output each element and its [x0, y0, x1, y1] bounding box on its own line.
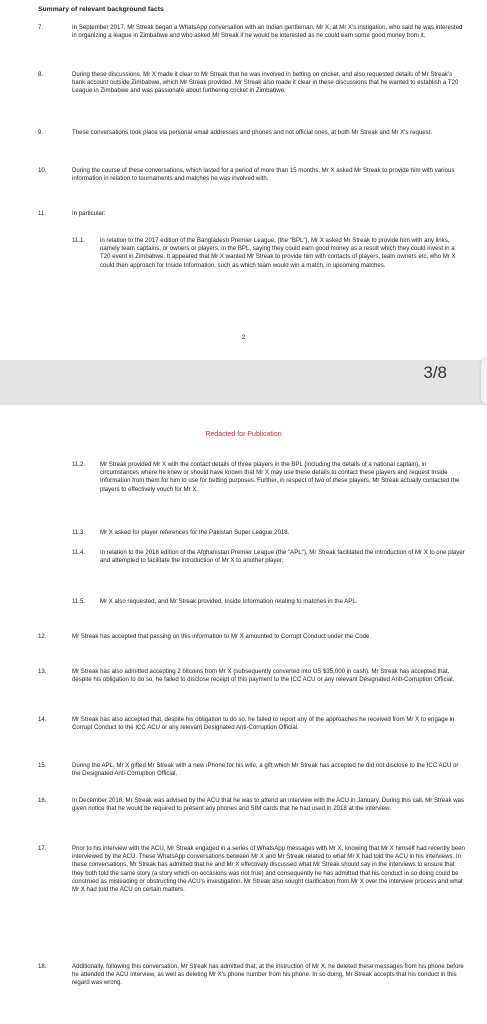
- paragraph-text: These conversations took place via personal email addresses and phones and not official ones, at both Mr Streak and Mr X's request.: [72, 129, 433, 136]
- paragraph-number: 16.: [38, 797, 47, 804]
- subparagraph-number: 11.1.: [72, 237, 86, 244]
- paragraph-text: In December 2018, Mr Streak was advised by the ACU that he was to attend an interview with the ACU in January. During this call, Mr Streak was given notice that he would be required to present any phones and SIM cards that he had used in 2018 at the interview.: [72, 797, 465, 813]
- paragraph-number: 12.: [38, 633, 47, 640]
- paragraph-text: In particular:: [72, 210, 106, 217]
- paragraph-text: Mr Streak has also accepted that, despite his obligation to do so, he failed to report any of the approaches he received from Mr X to engage in Corrupt Conduct to the ICC ACU or any relevant Designated Anti-Corruption Official.: [72, 716, 455, 732]
- subparagraph-text: Mr X asked for player references for the Pakistan Super League 2018.: [100, 529, 290, 536]
- page-counter: 3/8: [423, 363, 447, 382]
- paragraph-text: Mr Streak has also admitted accepting 2 bitcoins from Mr X (subsequently converted into US $35,000 in cash). Mr Streak has accepted that, despite his obligation to do so, he failed to disclose receipt of this payment to the ICC ACU or any relevant Designated Anti-Corruption Official.: [72, 668, 455, 684]
- document-page-2: [0, 0, 487, 360]
- subparagraph-number: 11.4.: [72, 549, 86, 556]
- paragraph-number: 13.: [38, 668, 47, 675]
- paragraph-number: 17.: [38, 845, 47, 852]
- paragraph-text: During these discussions, Mr X made it clear to Mr Streak that he was involved in betting on cricket, and also requested details of Mr Streak's bank account outside Zimbabwe, which Mr Streak provided. Mr Streak also made it clear in these discussions that he wanted to establish a T20 League in Zimbabwe and was passionate about furthering cricket in Zimbabwe.: [72, 71, 459, 95]
- paragraph-number: 7.: [38, 24, 44, 31]
- redaction-notice: Redacted for Publication: [205, 431, 282, 438]
- paragraph-text: During the course of these conversations, which lasted for a period of more than 15 months, Mr X asked Mr Streak to provide him with various information in relation to tournaments and matches he was involved with.: [72, 167, 455, 183]
- subparagraph-number: 11.3.: [72, 529, 86, 536]
- scroll-handle[interactable]: [481, 358, 487, 404]
- paragraph-number: 15.: [38, 762, 47, 769]
- paragraph-text: Prior to his interview with the ACU, Mr Streak engaged in a series of WhatsApp messages with Mr X, knowing that Mr X himself had recently been interviewed by the ACU. These WhatsApp conversations between Mr X and Mr Streak related to what Mr X had told the ACU in his interviews. In these conversations, Mr Streak has admitted that he and Mr X effectively discussed what Mr Streak should say in the interviews to ensure that they both told the same story (a story which on occasions was not true) and consequently he has admitted that his conduct in so doing could be construed as misleading or obstructing the ACU's investigation. Mr Streak also sought clarification from Mr X over the interview process and what Mr X had told the ACU on certain matters.: [72, 845, 465, 894]
- subparagraph-text: Mr Streak provided Mr X with the contact details of three players in the BPL (including the details of a national captain), in circumstances where he knew or should have known that Mr X may use these details to contact these players and request Inside Information from them for him to use for betting purposes. Further, in respect of two of these players, Mr Streak actually contacted the players to effectively vouch for Mr X.: [100, 461, 460, 493]
- subparagraph-text: in relation to the 2017 edition of the Bangladesh Premier League, (the "BPL"), Mr X asked Mr Streak to provide him with any links, namely team captains, or owners or players, in the BPL, saying they could earn good money as a result which they could invest in a T20 event in Zimbabwe. It appeared that Mr X wanted Mr Streak to provide him with contacts of players, team owners etc. who Mr X could then approach for Inside Information, such as which team would win a match, in upcoming matches.: [100, 237, 456, 269]
- paragraph-number: 8.: [38, 71, 44, 78]
- paragraph-number: 18.: [38, 963, 47, 970]
- paragraph-text: Additionally, following this conversation, Mr Streak has admitted that, at the instruction of Mr X, he deleted these messages from his phone before he attended the ACU interview, as well as deleting Mr X's phone number from his phone. In so doing, Mr Streak accepts that his conduct in this regard was wrong.: [72, 963, 464, 987]
- paragraph-text: Mr Streak has accepted that passing on this information to Mr X amounted to Corrupt Conduct under the Code.: [72, 633, 372, 640]
- subparagraph-number: 11.5.: [72, 598, 86, 605]
- section-heading: Summary of relevant background facts: [38, 6, 164, 13]
- paragraph-number: 14.: [38, 716, 47, 723]
- page-number: 2: [241, 334, 246, 341]
- paragraph-text: During the APL, Mr X gifted Mr Streak with a new iPhone for his wife, a gift which Mr Streak has accepted he did not disclose to the ICC ACU or the Designated Anti-Corruption Official.: [72, 762, 459, 778]
- paragraph-number: 9.: [38, 129, 44, 136]
- document-page-3: [0, 405, 487, 1024]
- paragraph-number: 11.: [38, 210, 47, 217]
- paragraph-text: In September 2017, Mr Streak began a WhatsApp conversation with an Indian gentleman, Mr X, at Mr X's instigation, who said he was interested in organizing a league in Zimbabwe and who asked Mr Streak if he would be interested as he could earn some good money from it.: [72, 24, 463, 40]
- subparagraph-text: In relation to the 2018 edition of the Afghanistan Premier League (the "APL"), Mr Streak facilitated the introduction of Mr X to one player and attempted to facilitate the introduction of Mr X to another player.: [100, 549, 465, 565]
- subparagraph-text: Mr X also requested, and Mr Streak provided, Inside Information relating to matches in the APL.: [100, 598, 358, 605]
- subparagraph-number: 11.2.: [72, 461, 86, 468]
- paragraph-number: 10.: [38, 167, 47, 174]
